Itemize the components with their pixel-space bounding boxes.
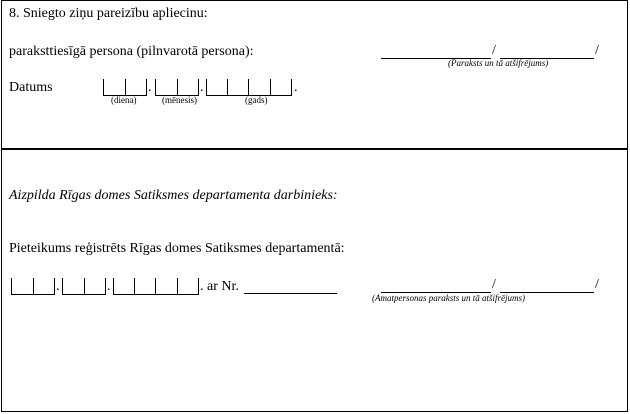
date-label: Datums [9, 80, 53, 95]
date-year-field[interactable] [206, 79, 292, 96]
date-caption-day: (diena) [111, 95, 137, 105]
signer-label: paraksttiesīgā persona (pilnvarotā persona): [9, 44, 254, 59]
reg-separator-dot: . [107, 279, 111, 294]
date-separator-dot: . [148, 80, 152, 95]
registered-label: Pieteikums reģistrēts Rīgas domes Satiksmes departamentā: [9, 241, 345, 256]
reg-year-field[interactable] [113, 278, 199, 295]
date-separator-dot: . [200, 80, 204, 95]
reg-number-label: . ar Nr. [200, 279, 239, 294]
signer-caption: (Paraksts un tā atšifrējums) [448, 58, 549, 68]
office-heading: Aizpilda Rīgas domes Satiksmes departamenta darbinieks: [9, 188, 338, 203]
date-month-field[interactable] [155, 79, 199, 96]
section-divider [1, 148, 628, 150]
date-end-dot: . [294, 80, 298, 95]
reg-number-field[interactable] [244, 293, 337, 294]
section-heading: 8. Sniegto ziņu pareizību apliecinu: [9, 6, 208, 21]
reg-day-field[interactable] [11, 278, 55, 295]
official-caption: (Amatpersonas paraksts un tā atšifrējums) [372, 293, 525, 303]
date-day-field[interactable] [103, 79, 147, 96]
date-caption-year: (gads) [245, 95, 268, 105]
date-caption-month: (mēnesis) [162, 95, 197, 105]
reg-month-field[interactable] [62, 278, 106, 295]
reg-separator-dot: . [56, 279, 60, 294]
